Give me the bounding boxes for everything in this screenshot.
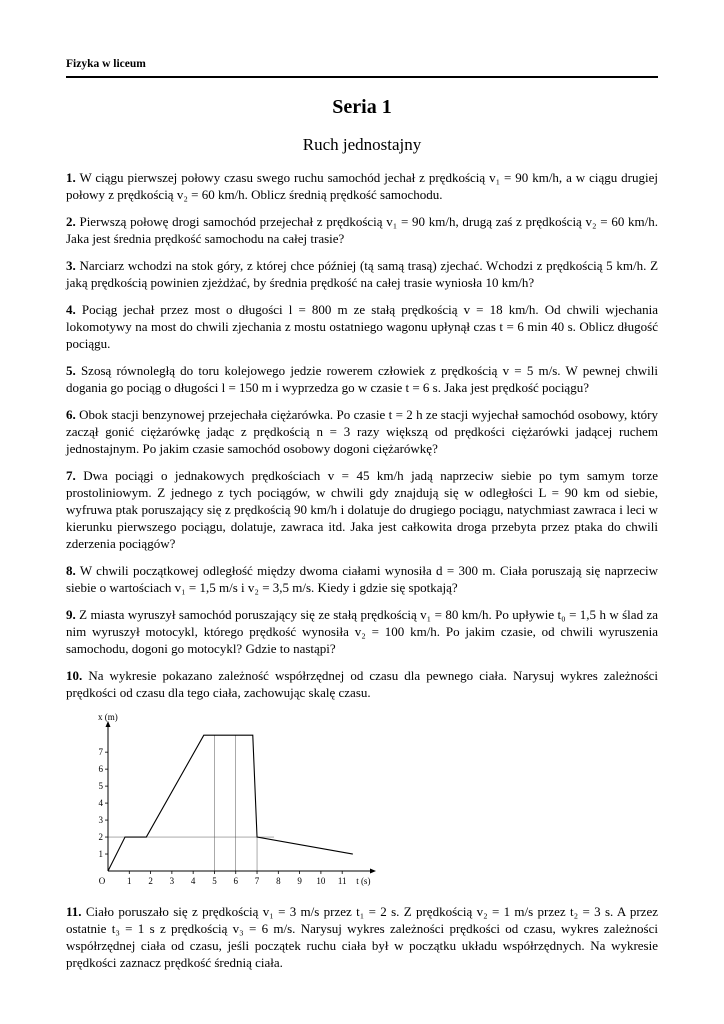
position-time-chart-container bbox=[82, 711, 658, 895]
svg-text:3: 3 bbox=[98, 815, 103, 826]
problem-9 bbox=[66, 606, 658, 657]
problem-11-number: 11. bbox=[66, 904, 82, 919]
problem-5-number: 5. bbox=[66, 363, 76, 378]
svg-text:9: 9 bbox=[297, 876, 302, 886]
svg-text:5: 5 bbox=[98, 781, 103, 792]
position-time-chart bbox=[82, 711, 402, 895]
problem-5 bbox=[66, 362, 658, 396]
svg-text:1: 1 bbox=[127, 876, 132, 886]
page-subtitle: Ruch jednostajny bbox=[302, 135, 422, 154]
svg-text:4: 4 bbox=[190, 876, 196, 886]
problem-9-text: Z miasta wyruszył samochód poruszający się ze stałą prędkością v₁ = 80 km/h. Po upływie t₀ = 1,5 h w ślad za nim wyruszył motocykl, którego prędkość wynosiła v₂ = 100 km/h. Po jakim czasie, od chwili wyruszenia samochodu, dogoni go motocykl? Gdzie to nastąpi? bbox=[66, 607, 659, 656]
page-title: Seria 1 bbox=[332, 96, 392, 118]
problem-8 bbox=[66, 562, 658, 596]
problem-2 bbox=[66, 213, 658, 247]
problem-11-text: Ciało poruszało się z prędkością v₁ = 3 m/s przez t₁ = 2 s. Z prędkością v₂ = 1 m/s przez t₂ = 3 s. A przez ostatnie t₃ = 1 s z prędkością v₃ = 6 m/s. Narysuj wykres zależności prędkości od czasu, wykres zależności współrzędnej ciała od czasu, jeśli początek ruchu ciała był w początku układu współrzędnych. Na wykresie prędkości zaznacz prędkość średnią ciała. bbox=[66, 904, 658, 970]
problem-10-text: Na wykresie pokazano zależność współrzędnej od czasu dla pewnego ciała. Narysuj wykres zależności prędkości od czasu dla tego ciała, zachowując skalę czasu. bbox=[66, 668, 659, 700]
document-header bbox=[66, 56, 658, 78]
problem-8-number: 8. bbox=[66, 563, 76, 578]
problem-10 bbox=[66, 667, 658, 701]
problem-3 bbox=[66, 257, 658, 291]
svg-text:10: 10 bbox=[316, 876, 326, 886]
problem-4-number: 4. bbox=[66, 302, 76, 317]
svg-text:t (s): t (s) bbox=[356, 876, 371, 886]
svg-text:1: 1 bbox=[98, 849, 103, 860]
problem-2-number: 2. bbox=[66, 214, 76, 229]
problem-3-text: Narciarz wchodzi na stok góry, z której chce później (tą samą trasą) zjechać. Wchodzi z prędkością 5 km/h. Z jaką prędkością powinien zjeżdżać, by średnia prędkość na całej trasie wyniosła 10 km/h? bbox=[66, 258, 659, 290]
problem-6-text: Obok stacji benzynowej przejechała ciężarówka. Po czasie t = 2 h ze stacji wyjechał samochód osobowy, który zaczął gonić ciężarówkę jadąc z prędkością n = 3 razy większą od prędkości ciężarówki jadącej ruchem jednostajnym. Po jakim czasie samochód osobowy dogoni ciężarówkę? bbox=[66, 407, 659, 456]
problem-5-text: Szosą równoległą do toru kolejowego jedzie rowerem człowiek z prędkością v = 5 m/s. W pewnej chwili dogania go pociąg o długości l = 150 m i wyprzedza go w czasie t = 6 s. Jaka jest prędkość pociągu? bbox=[66, 363, 658, 395]
svg-text:O: O bbox=[98, 876, 106, 886]
problem-6-number: 6. bbox=[66, 407, 76, 422]
problem-7 bbox=[66, 467, 658, 552]
problem-1-text: W ciągu pierwszej połowy czasu swego ruchu samochód jechał z prędkością v₁ = 90 km/h, a w ciągu drugiej połowy z prędkością v₂ = 60 km/h. Oblicz średnią prędkość samochodu. bbox=[66, 170, 658, 202]
svg-text:6: 6 bbox=[98, 764, 103, 775]
problem-10-number: 10. bbox=[66, 668, 83, 683]
problem-7-text: Dwa pociągi o jednakowych prędkościach v = 45 km/h jadą naprzeciw siebie po tym samym torze prostoliniowym. Z jednego z tych pociągów, w chwili gdy znajdują się w odległości L = 90 km od siebie, wyfruwa ptak poruszający się z prędkością 90 km/h i dolatuje do drugiego pociągu, natychmiast zawraca i leci w kierunku pierwszego pociągu, dolatuje, zawraca itd. Jaka jest całkowita droga przebyta przez ptaka do chwili zderzenia pociągów? bbox=[66, 468, 658, 551]
problem-9-number: 9. bbox=[66, 607, 76, 622]
svg-text:3: 3 bbox=[169, 876, 175, 886]
svg-text:6: 6 bbox=[233, 876, 238, 886]
problem-4 bbox=[66, 301, 658, 352]
svg-text:7: 7 bbox=[254, 876, 260, 886]
problem-2-text: Pierwszą połowę drogi samochód przejechał z prędkością v₁ = 90 km/h, drugą zaś z prędkością v₂ = 60 km/h. Jaka jest średnia prędkość samochodu na całej trasie? bbox=[66, 214, 658, 246]
problem-1-number: 1. bbox=[66, 170, 76, 185]
problem-6 bbox=[66, 406, 658, 457]
header-text: Fizyka w liceum bbox=[66, 58, 146, 70]
problem-7-number: 7. bbox=[66, 468, 76, 483]
svg-text:7: 7 bbox=[98, 747, 103, 758]
svg-text:2: 2 bbox=[98, 832, 103, 843]
problem-8-text: W chwili początkowej odległość między dwoma ciałami wynosiła d = 300 m. Ciała poruszają się naprzeciw siebie o wartościach v₁ = 1,5 m/s i v₂ = 3,5 m/s. Kiedy i gdzie się spotkają? bbox=[66, 563, 658, 595]
svg-text:5: 5 bbox=[212, 876, 217, 886]
problem-1 bbox=[66, 169, 658, 203]
problem-4-text: Pociąg jechał przez most o długości l = 800 m ze stałą prędkością v = 18 km/h. Od chwili wjechania lokomotywy na most do chwili zjechania z mostu ostatniego wagonu upłynął czas t = 6 min 40 s. Oblicz długość pociągu. bbox=[66, 302, 659, 351]
svg-text:11: 11 bbox=[337, 876, 347, 886]
svg-text:8: 8 bbox=[276, 876, 281, 886]
svg-text:4: 4 bbox=[98, 798, 103, 809]
problem-3-number: 3. bbox=[66, 258, 76, 273]
svg-text:x (m): x (m) bbox=[98, 712, 118, 722]
problem-11 bbox=[66, 903, 658, 971]
svg-text:2: 2 bbox=[148, 876, 153, 886]
